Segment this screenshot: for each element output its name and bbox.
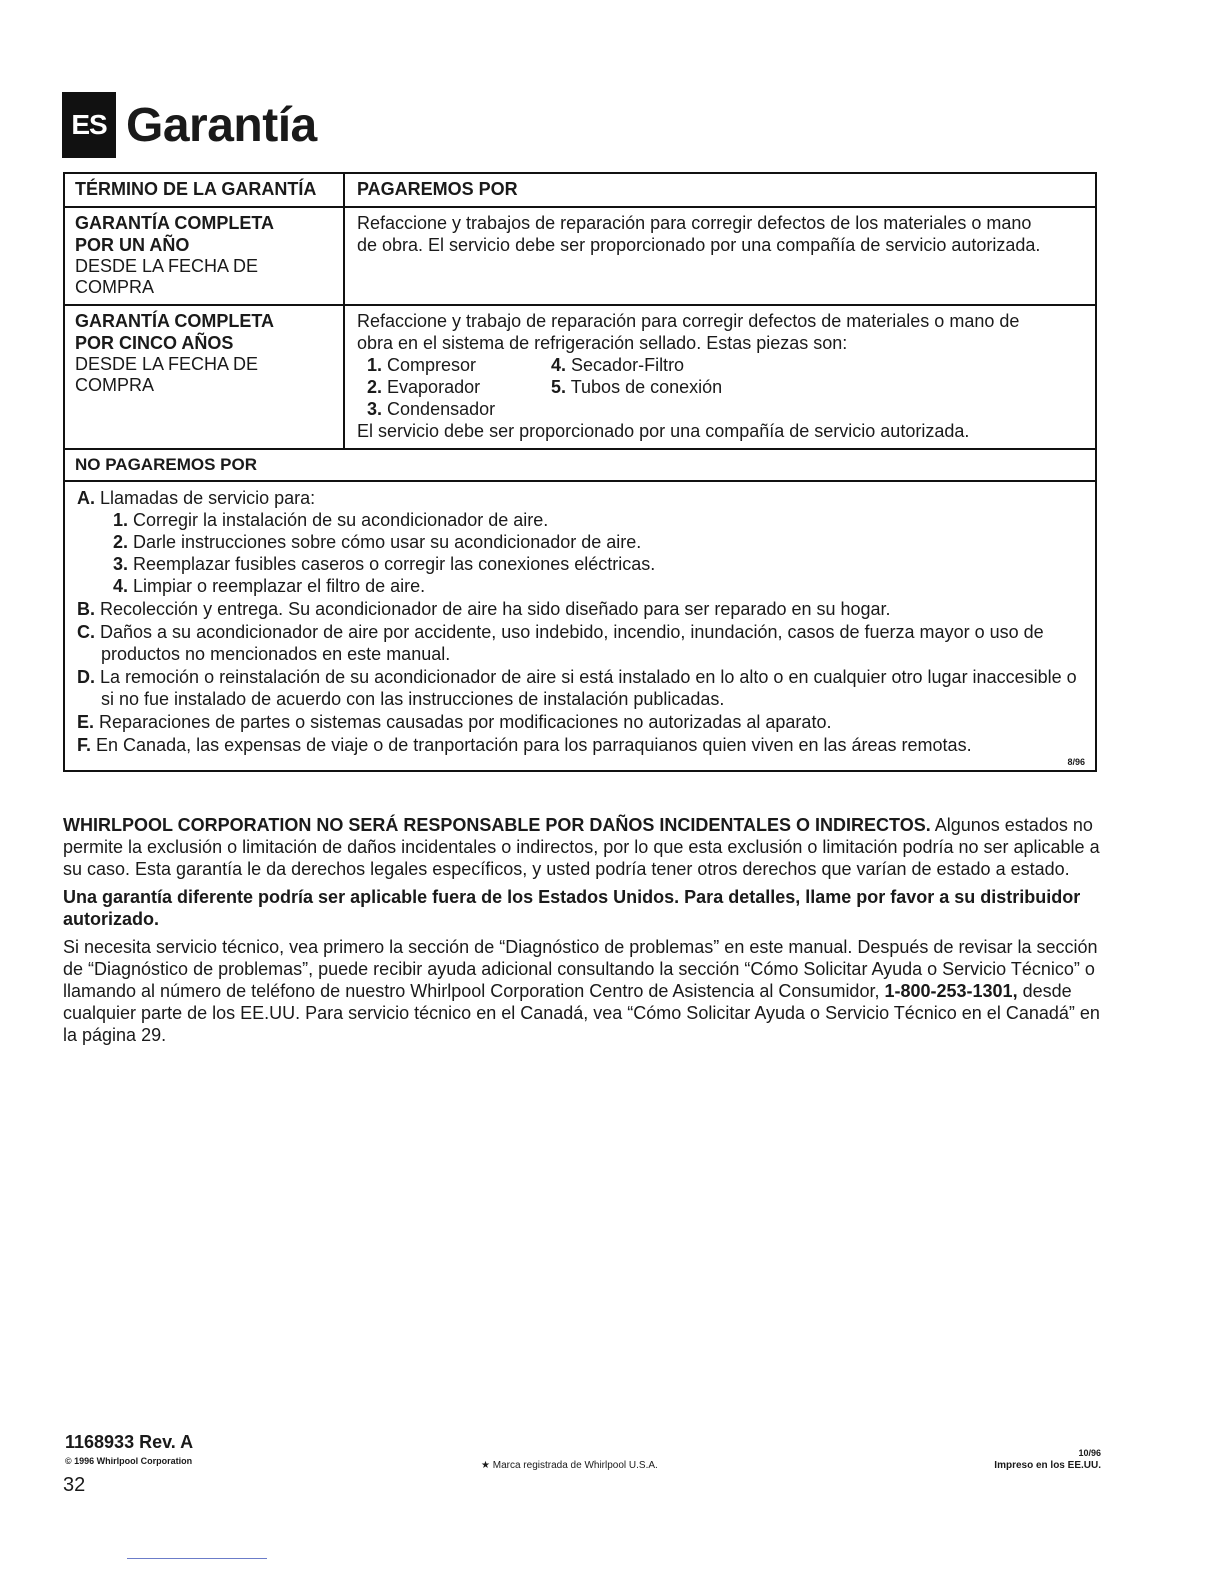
term-title: GARANTÍA COMPLETA <box>75 213 274 233</box>
revision-code: 8/96 <box>1067 757 1085 767</box>
warranty-notes <box>63 814 1103 1052</box>
pay-text: obra en el sistema de refrigeración sellado. Estas piezas son: <box>357 333 848 353</box>
term-cell <box>65 306 345 448</box>
part-number: 1168933 Rev. A <box>65 1432 194 1452</box>
page-number: 32 <box>63 1474 86 1496</box>
part-item: 5. Tubos de conexión <box>551 377 723 397</box>
liability-paragraph: WHIRLPOOL CORPORATION NO SERÁ RESPONSABLE POR DAÑOS INCIDENTALES O INDIRECTOS. Algunos estados no permite la exclusión o limitación de daños incidentales o indirectos, por lo que esta exclusión o limitación podría no ser aplicable a su caso. Esta garantía le da derechos legales específicos, y usted podría tener otros derechos que varían de estado a estado. <box>63 815 1100 879</box>
table-row <box>65 306 1095 450</box>
term-start-end: COMPRA <box>75 375 155 395</box>
exclusion-item: A. Llamadas de servicio para: <box>77 488 316 508</box>
exclusion-subitem: 4. Limpiar o reemplazar el filtro de aire. <box>113 576 426 596</box>
page-title: Garantía <box>126 98 317 152</box>
term-duration: POR UN AÑO <box>75 235 190 255</box>
term-duration: POR CINCO AÑOS <box>75 333 234 353</box>
pay-text: Refaccione y trabajo de reparación para corregir defectos de materiales o mano de <box>357 311 1020 331</box>
parts-list <box>367 354 1083 420</box>
pay-cell <box>345 306 1095 448</box>
term-start-end: COMPRA <box>75 277 155 297</box>
exclusion-item: C. Daños a su acondicionador de aire por accidente, uso indebido, incendio, inundación, casos de fuerza mayor o uso de productos no mencionados en este manual. <box>77 622 1044 664</box>
language-badge: ES <box>62 92 116 158</box>
exclusion-item: B. Recolección y entrega. Su acondicionador de aire ha sido diseñado para ser reparado en su hogar. <box>77 599 891 619</box>
column-header-term: TÉRMINO DE LA GARANTÍA <box>65 174 345 206</box>
exclusion-item: F. En Canada, las expensas de viaje o de tranportación para los parraquianos quien viven en las áreas remotas. <box>77 735 972 755</box>
exclusions-list <box>65 482 1095 770</box>
pay-text: Refaccione y trabajos de reparación para corregir defectos de los materiales o mano <box>357 213 1032 233</box>
pay-text: de obra. El servicio debe ser proporcionado por una compañía de servicio autorizada. <box>357 235 1041 255</box>
column-header-pay: PAGAREMOS POR <box>357 179 518 199</box>
term-cell <box>65 208 345 304</box>
part-item: 3. Condensador <box>367 399 496 419</box>
exclusion-subitem: 2. Darle instrucciones sobre cómo usar su acondicionador de aire. <box>113 532 642 552</box>
warranty-table <box>63 172 1097 772</box>
exclusion-subitem: 3. Reemplazar fusibles caseros o corregir las conexiones eléctricas. <box>113 554 656 574</box>
term-start: DESDE LA FECHA DE <box>75 354 259 374</box>
copyright: © 1996 Whirlpool Corporation <box>65 1456 193 1466</box>
print-date: 10/96 <box>1078 1448 1101 1458</box>
printed-in: Impreso en los EE.UU. <box>994 1460 1101 1471</box>
exclusion-subitem: 1. Corregir la instalación de su acondicionador de aire. <box>113 510 549 530</box>
table-row <box>65 208 1095 306</box>
page-footer <box>63 1430 1103 1510</box>
exclusion-item: D. La remoción o reinstalación de su acondicionador de aire si está instalado en lo alto o en cualquier otro lugar inaccesible o si no fue instalado de acuerdo con las instrucciones de instalación publicadas. <box>77 667 1077 709</box>
no-pay-header: NO PAGAREMOS POR <box>65 450 1095 482</box>
table-header-row <box>65 174 1095 208</box>
bottom-rule <box>127 1558 267 1559</box>
phone-number: 1-800-253-1301, <box>884 981 1018 1001</box>
term-start: DESDE LA FECHA DE <box>75 256 259 276</box>
trademark-note: ★ Marca registrada de Whirlpool U.S.A. <box>481 1460 658 1471</box>
pay-text: El servicio debe ser proporcionado por una compañía de servicio autorizada. <box>357 421 970 441</box>
title-row <box>62 90 317 160</box>
part-item: 1. Compresor <box>367 355 477 375</box>
part-item: 2. Evaporador <box>367 377 481 397</box>
exclusion-item: E. Reparaciones de partes o sistemas causadas por modificaciones no autorizadas al aparato. <box>77 712 832 732</box>
outside-us-paragraph: Una garantía diferente podría ser aplicable fuera de los Estados Unidos. Para detalles, llame por favor a su distribuidor autorizado. <box>63 887 1081 929</box>
service-paragraph: Si necesita servicio técnico, vea primero la sección de “Diagnóstico de problemas” en este manual. Después de revisar la sección de “Diagnóstico de problemas”, puede recibir ayuda adicional consultando la sección “Cómo Solicitar Ayuda o Servicio Técnico” o llamando al número de teléfono de nuestro Whirlpool Corporation Centro de Asistencia al Consumidor, 1-800-253-1301, desde cualquier parte de los EE.UU. Para servicio técnico en el Canadá, vea “Cómo Solicitar Ayuda o Servicio Técnico en el Canadá” en la página 29. <box>63 937 1100 1045</box>
pay-cell <box>345 208 1095 304</box>
part-item: 4. Secador-Filtro <box>551 355 685 375</box>
term-title: GARANTÍA COMPLETA <box>75 311 274 331</box>
